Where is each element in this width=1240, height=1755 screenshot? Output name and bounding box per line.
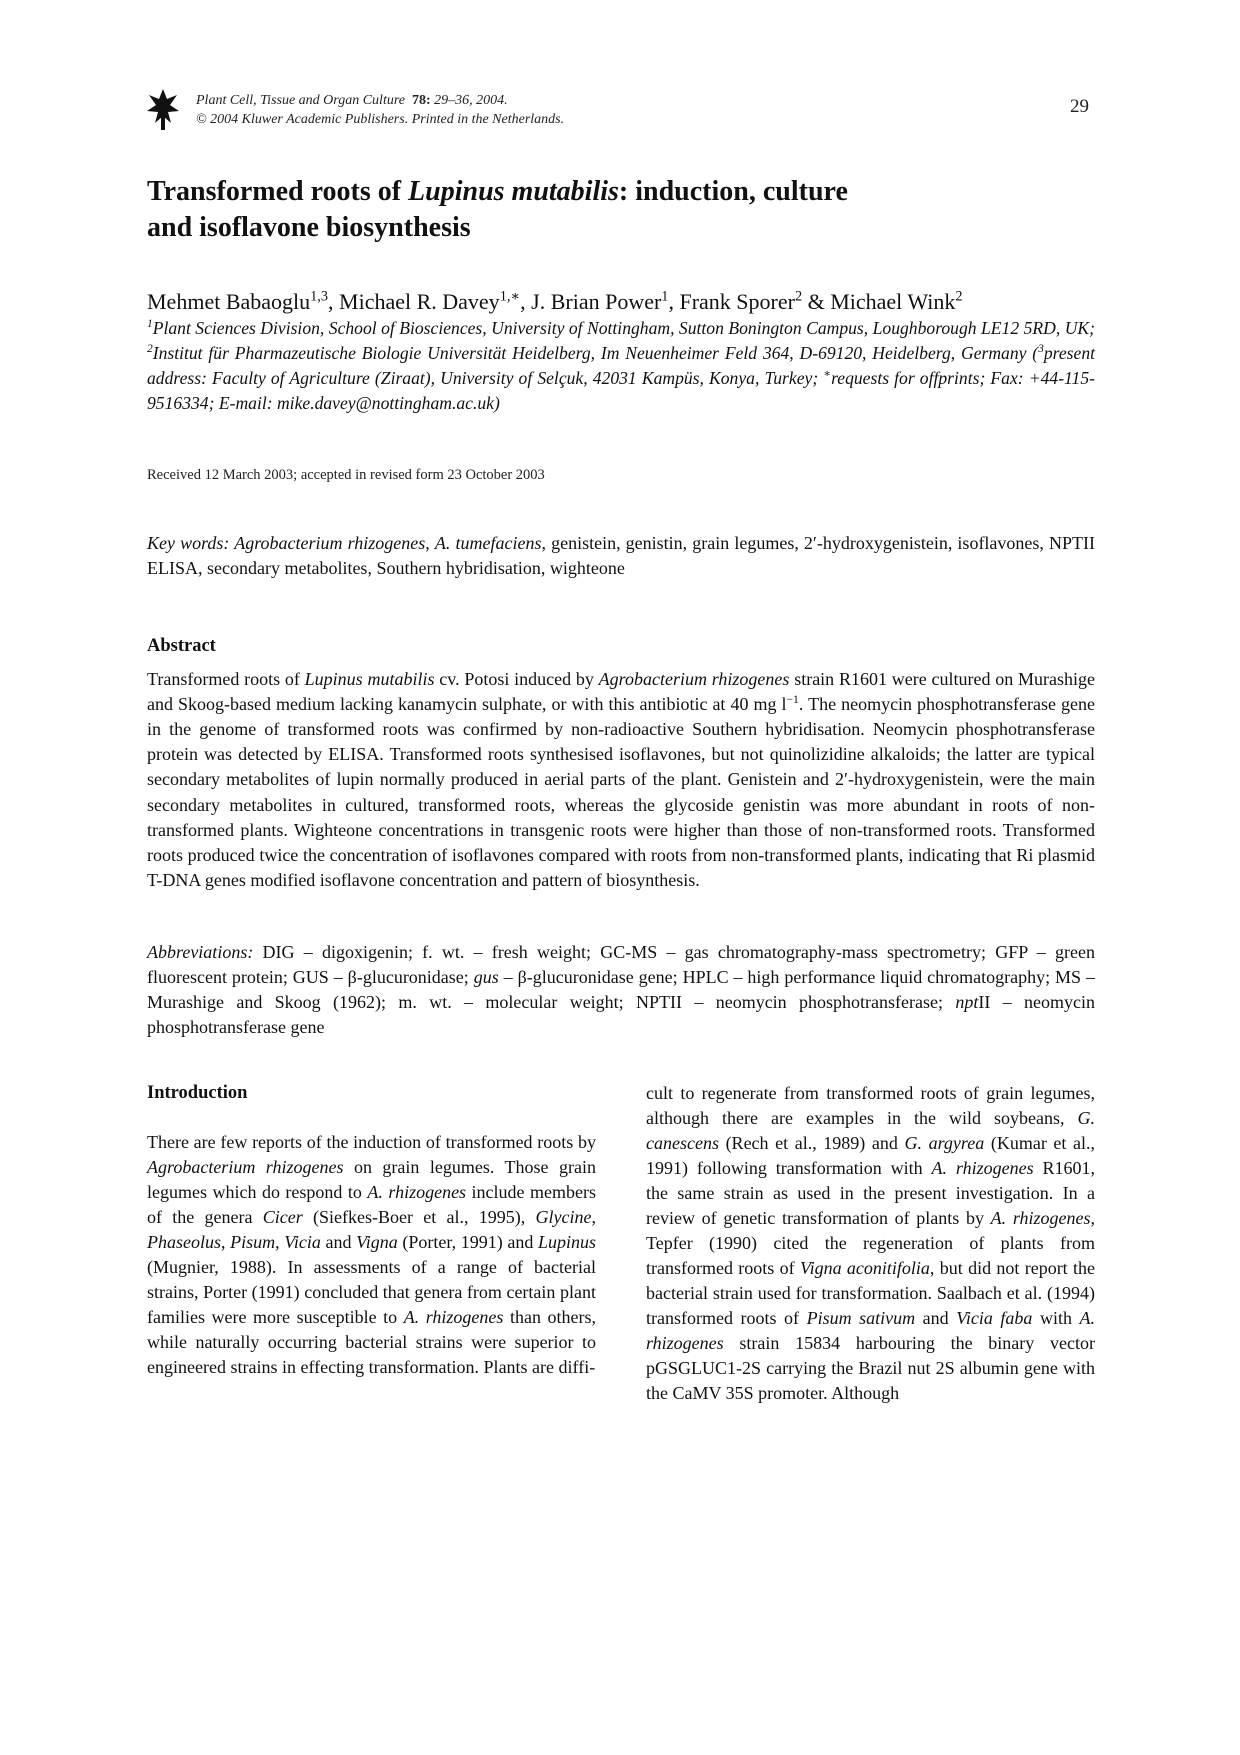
body-italic: Glycine xyxy=(535,1207,592,1227)
affiliation-text: present address: Faculty of Agriculture (Ziraat), University of Selçuk, 42031 Kampüs, Konya, Turkey; xyxy=(147,343,1095,388)
affiliations xyxy=(147,316,1095,416)
author-separator: , xyxy=(668,289,680,314)
abbreviations-italic: npt xyxy=(955,992,979,1013)
body-text: cult to regenerate from transformed roots of grain legumes, although there are examples in the wild soybeans, xyxy=(646,1083,1095,1128)
body-text: , xyxy=(275,1232,285,1252)
body-italic: G. argyrea xyxy=(904,1133,985,1153)
abbreviations-label: Abbreviations: xyxy=(147,942,254,962)
author-affiliation-mark: 2 xyxy=(794,288,803,305)
abstract-text: . The neomycin phosphotransferase gene in the genome of transformed roots was confirmed by non-radioactive Southern hybridisation. Neomycin phosphotransferase protein was detected by ELISA. Transformed roots synthesised isoflavones, but not quinolizidine alkaloids; the latter are typical secondary metabolites of lupin normally produced in aerial parts of the plant. Genistein and 2′-hydroxygenistein, were the main secondary metabolites in cultured, transformed roots, whereas the glycoside genistin was more abundant in roots of non-transformed plants. Wighteone concentrations in transgenic roots were higher than those of non-transformed roots. Transformed roots produced twice the concentration of isoflavones compared with roots from non-transformed plants, indicating that Ri plasmid T-DNA genes modified isoflavone concentration and pattern of biosynthesis. xyxy=(147,694,1096,890)
body-italic: A. rhizogenes xyxy=(931,1158,1034,1178)
abstract-italic: Lupinus mutabilis xyxy=(304,669,435,690)
abstract-heading: Abstract xyxy=(147,636,216,656)
body-text: with xyxy=(1032,1308,1080,1328)
body-italic: A. rhizogenes xyxy=(646,1308,1096,1353)
received-dates: Received 12 March 2003; accepted in revised form 23 October 2003 xyxy=(147,467,545,483)
affiliation-mark: 2 xyxy=(147,343,153,356)
abstract-text: Transformed roots of xyxy=(147,669,305,690)
affiliation-text: Institut für Pharmazeutische Biologie Universität Heidelberg, Im Neuenheimer Feld 364, D-69120, Heidelberg, Germany ( xyxy=(152,343,1039,363)
body-italic: A. rhizogenes xyxy=(403,1307,504,1327)
body-text: , Tepfer (1990) cited the regeneration of plants from transformed roots of xyxy=(646,1208,1095,1278)
body-italic: A. rhizogenes xyxy=(990,1208,1091,1228)
title-text: Transformed roots of xyxy=(147,176,409,207)
copyright-line: © 2004 Kluwer Academic Publishers. Printed in the Netherlands. xyxy=(196,112,565,127)
body-italic: Pisum sativum xyxy=(806,1308,916,1328)
body-text: , xyxy=(591,1207,596,1227)
publisher-logo-icon xyxy=(146,87,180,131)
keyword-separator: , xyxy=(425,533,435,553)
keyword-italic: Agrobacterium rhizogenes xyxy=(229,533,426,553)
affiliation-mark: 1 xyxy=(147,318,153,331)
keyword-italic: A. tumefaciens xyxy=(434,533,542,553)
body-text: include members of the genera xyxy=(147,1182,596,1227)
author-separator: , xyxy=(328,289,340,314)
author-affiliation-mark: 1,∗ xyxy=(499,288,521,305)
title-species: Lupinus mutabilis xyxy=(408,176,619,207)
body-italic: Lupinus xyxy=(538,1232,597,1252)
journal-header xyxy=(196,91,564,129)
body-text: (Siefkes-Boer et al., 1995), xyxy=(302,1207,536,1227)
author-name: Mehmet Babaoglu xyxy=(147,289,311,314)
body-text: (Porter, 1991) and xyxy=(397,1232,538,1252)
body-text: (Rech et al., 1989) and xyxy=(718,1133,905,1153)
affiliation-mark: ∗ xyxy=(823,368,832,381)
body-text: strain 15834 harbouring the binary vector pGSGLUC1-2S carrying the Brazil nut 2S albumin gene with the CaMV 35S promoter. Although xyxy=(646,1333,1095,1403)
affiliation-mark: 3 xyxy=(1038,343,1044,356)
keywords-label: Key words: xyxy=(147,533,230,553)
title-line-2: and isoflavone biosynthesis xyxy=(147,212,471,243)
body-text: (Mugnier, 1988). In assessments of a range of bacterial strains, Porter (1991) concluded that genera from certain plant families were more susceptible to xyxy=(147,1257,596,1327)
author-affiliation-mark: 2 xyxy=(955,288,963,305)
affiliation-text: Plant Sciences Division, School of Biosciences, University of Nottingham, Sutton Bonington Campus, Loughborough LE12 5RD, UK; xyxy=(152,318,1095,338)
abbreviations-italic: gus xyxy=(473,967,499,988)
abstract-superscript: −1 xyxy=(786,693,799,707)
author-separator: , xyxy=(520,289,532,314)
abstract-text: cv. Potosi induced by xyxy=(434,669,599,690)
author-affiliation-mark: 1,3 xyxy=(310,288,329,305)
author-separator: & xyxy=(802,289,831,314)
body-text: (Kumar et al., 1991) following transformation with xyxy=(646,1133,1095,1178)
body-text: There are few reports of the induction of transformed roots by xyxy=(147,1132,596,1152)
author-name: J. Brian Power xyxy=(531,289,662,314)
abbreviations xyxy=(147,940,1095,1040)
body-text: and xyxy=(915,1308,957,1328)
author-affiliation-mark: 1 xyxy=(661,288,669,305)
article-title xyxy=(147,174,1107,246)
body-italic: Vicia xyxy=(284,1232,321,1252)
body-italic: Cicer xyxy=(262,1207,303,1227)
body-text: on grain legumes. Those grain legumes which do respond to xyxy=(147,1157,596,1202)
page-number: 29 xyxy=(1070,96,1089,117)
journal-pages: 29–36, 2004. xyxy=(434,93,508,108)
abbreviations-text: DIG – digoxigenin; f. wt. – fresh weight; GC-MS – gas chromatography-mass spectrometry; GFP – green fluorescent protein; GUS – β-glucuronidase; xyxy=(147,942,1095,988)
affiliation-text: requests for offprints; Fax: +44-115-9516334; E-mail: mike.davey@nottingham.ac.uk) xyxy=(147,368,1095,413)
abstract-italic: Agrobacterium rhizogenes xyxy=(598,669,790,690)
journal-citation-line xyxy=(196,91,564,110)
body-text: , xyxy=(221,1232,231,1252)
introduction-column-1 xyxy=(147,1130,596,1380)
body-italic: Vigna xyxy=(356,1232,398,1252)
abbreviations-text: – β-glucuronidase gene; HPLC – high performance liquid chromatography; MS – Murashige and Skoog (1962); m. wt. – molecular weight; NPTII – neomycin phosphotransferase; xyxy=(147,967,1095,1013)
body-italic: Phaseolus xyxy=(147,1232,221,1252)
body-italic: Pisum xyxy=(230,1232,276,1252)
body-italic: G. canescens xyxy=(646,1108,1095,1153)
keywords-text: , genistein, genistin, grain legumes, 2′-hydroxygenistein, isoflavones, NPTII ELISA, secondary metabolites, Southern hybridisation, wighteone xyxy=(147,533,1096,578)
body-italic: A. rhizogenes xyxy=(367,1182,467,1202)
keywords xyxy=(147,531,1095,581)
journal-volume: 78: xyxy=(411,93,431,108)
body-text: and xyxy=(320,1232,357,1252)
body-text: R1601, the same strain as used in the present investigation. In a review of genetic transformation of plants by xyxy=(646,1158,1095,1228)
introduction-heading: Introduction xyxy=(147,1083,248,1103)
body-text: than others, while naturally occurring bacterial strains were superior to engineered strains in effecting transformation. Plants are diffi- xyxy=(147,1307,596,1377)
abbreviations-text: II – neomycin phosphotransferase gene xyxy=(147,992,1095,1038)
abstract-text: strain R1601 were cultured on Murashige and Skoog-based medium lacking kanamycin sulphate, or with this antibiotic at 40 mg l xyxy=(147,669,1095,715)
body-italic: Vigna aconitifolia xyxy=(799,1258,930,1278)
introduction-column-2 xyxy=(646,1081,1095,1406)
title-text: : induction, culture xyxy=(618,176,848,207)
abstract-body xyxy=(147,667,1095,893)
abstract-section xyxy=(147,636,1096,893)
journal-name: Plant Cell, Tissue and Organ Culture xyxy=(196,93,405,108)
author-name: Michael Wink xyxy=(830,289,956,314)
author-list xyxy=(147,288,963,316)
author-name: Frank Sporer xyxy=(679,289,795,314)
body-italic: Vicia faba xyxy=(956,1308,1033,1328)
body-italic: Agrobacterium rhizogenes xyxy=(147,1157,344,1177)
author-name: Michael R. Davey xyxy=(339,289,500,314)
body-text: , but did not report the bacterial strain used for transformation. Saalbach et al. (1994) transformed roots of xyxy=(646,1258,1095,1328)
